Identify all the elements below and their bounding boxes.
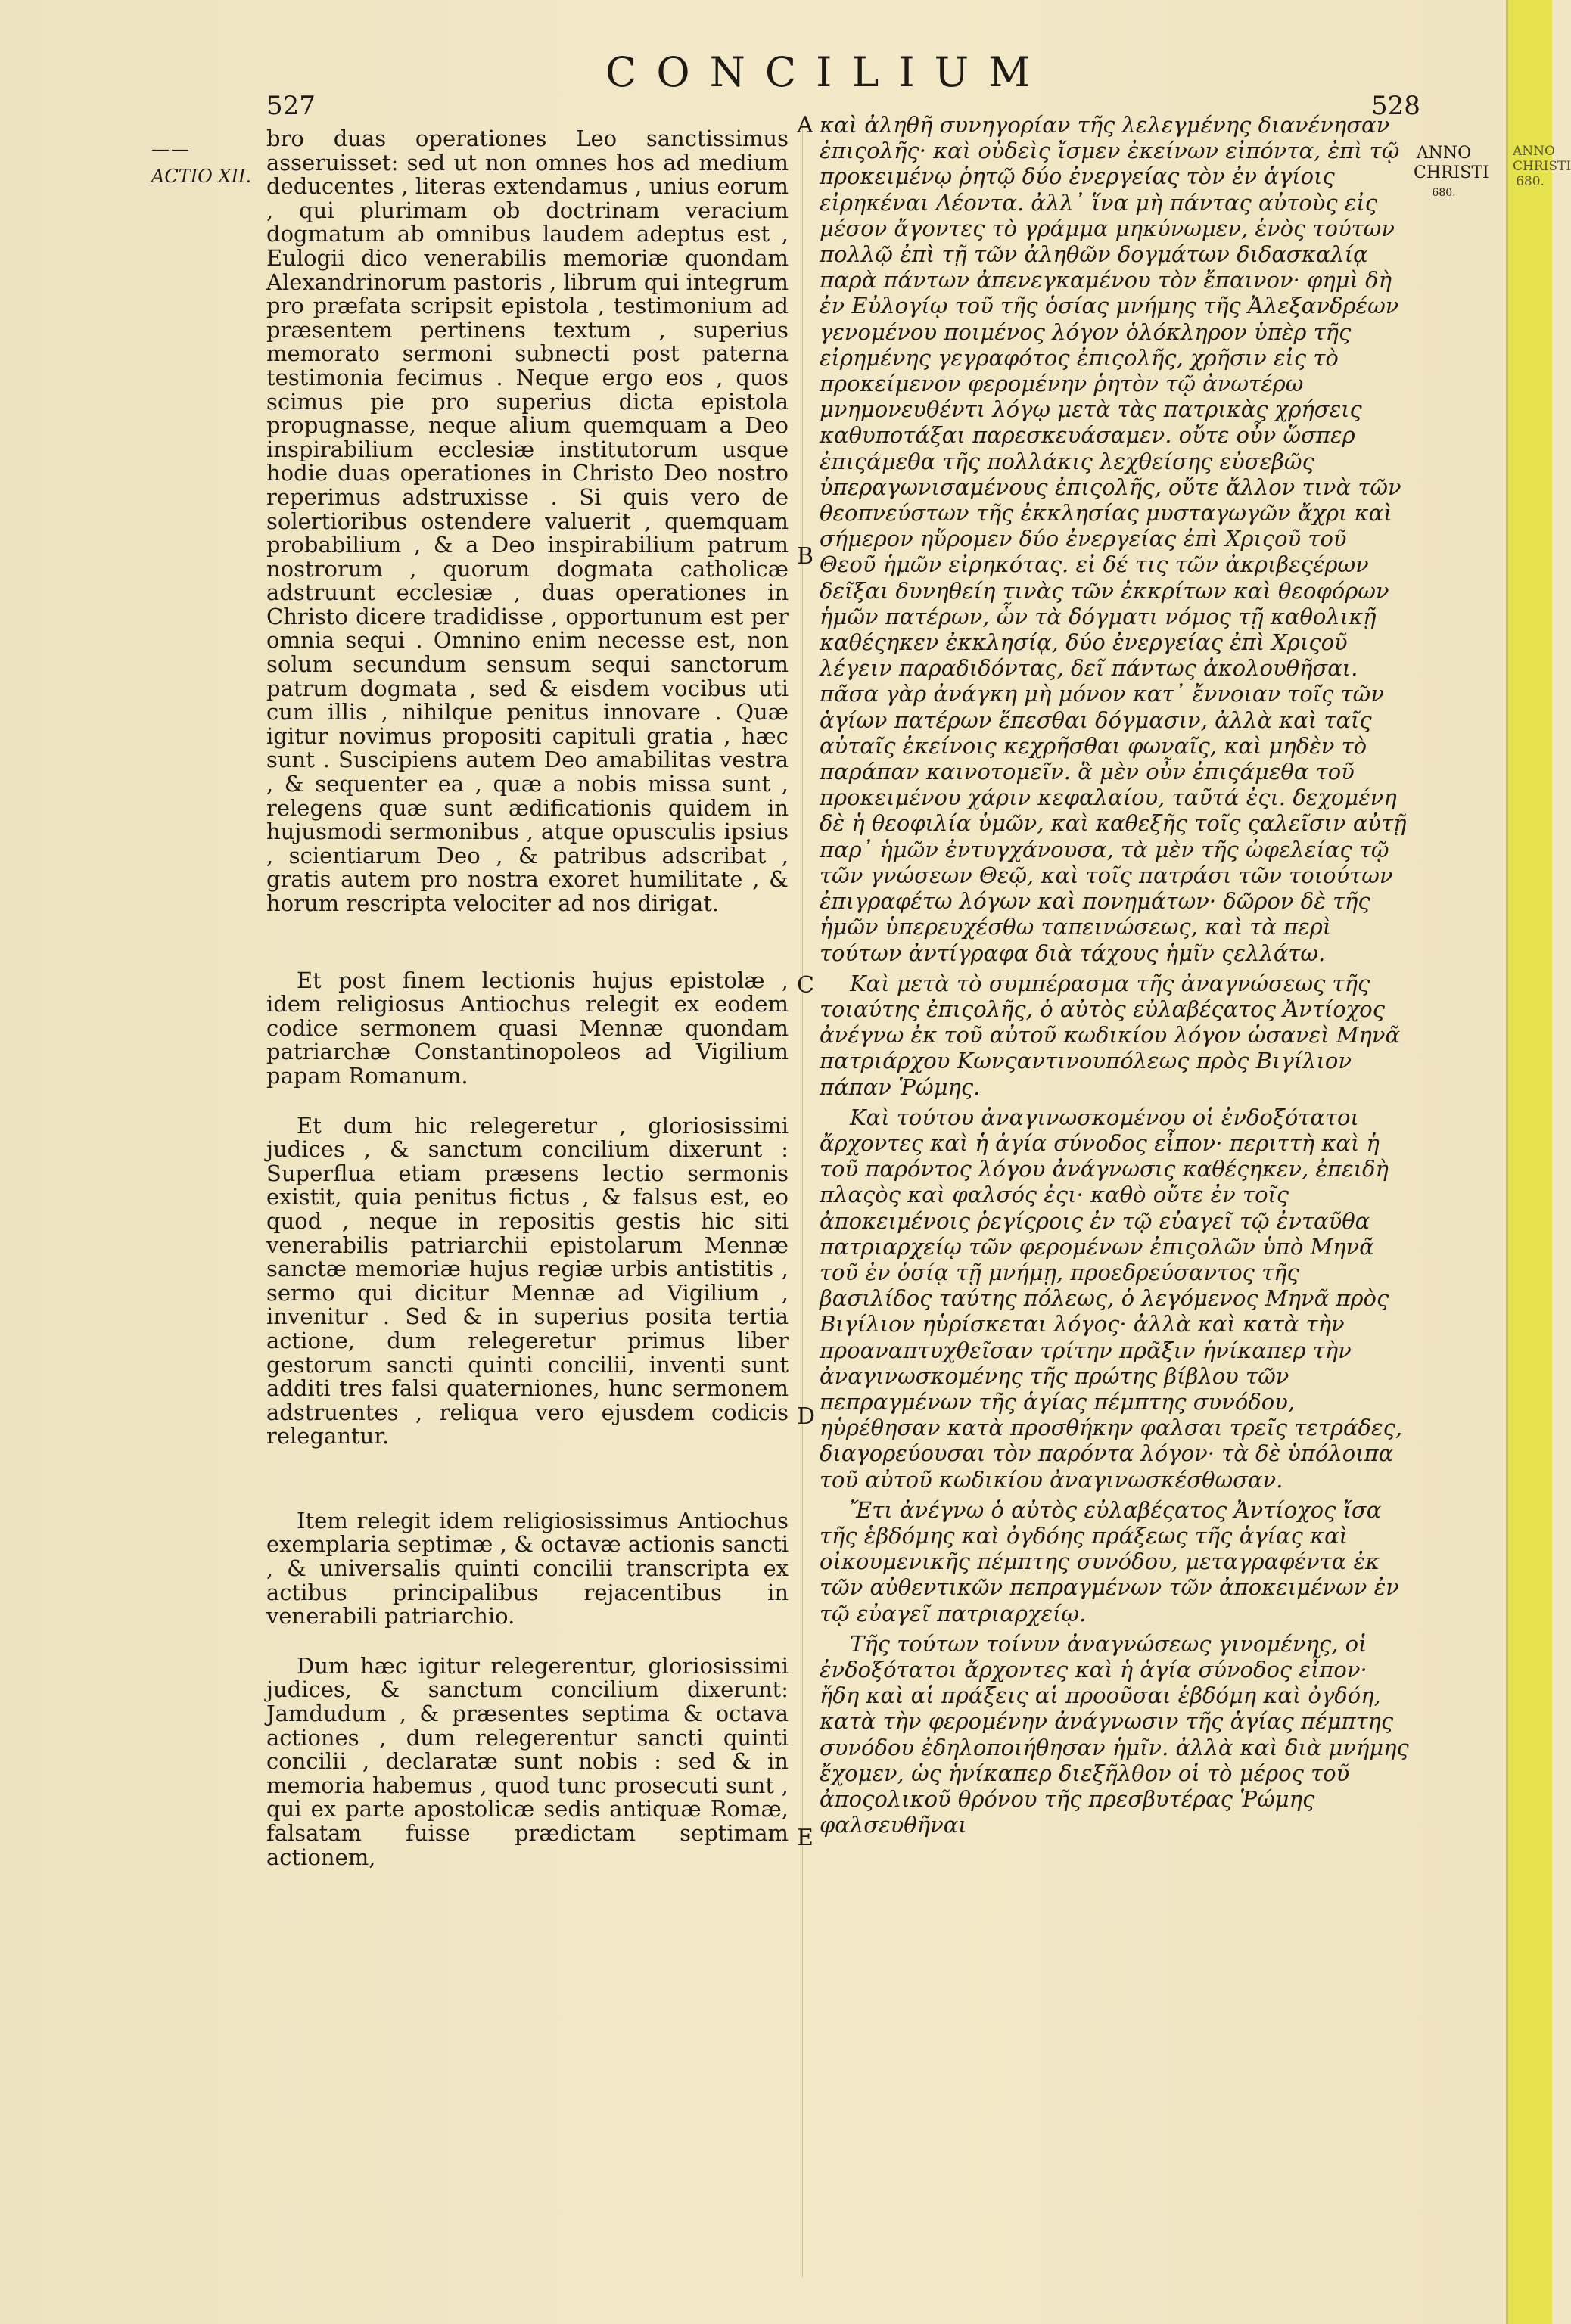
- margin-dash: ——: [151, 138, 191, 160]
- margin-anno: ANNO: [1416, 144, 1472, 163]
- latin-paragraph-4: Item relegit idem religiosissimus Antiochus exemplaria septimæ , & octavæ actionis sancti , & universalis quinti concilii transcripta ex actibus principalibus rejacentibus in venerabili patriarchio.: [266, 1507, 789, 1630]
- facing-page-edge-text: ANNO CHRISTI 680.: [1513, 144, 1571, 189]
- greek-paragraph-3: Καὶ τούτου ἀναγινωσκομένου οἱ ἐνδοξότατοι ἄρχοντες καὶ ἡ ἁγία σύνοδος εἶπον· περιττὴ καὶ ἡ τοῦ παρόντος λόγου ἀνάγνωσις καθέςηκεν, ἐπειδὴ πλαςὸς καὶ φαλσός ἐςι· καθὸ οὔτε ἐν τοῖς ἀποκειμένοις ῥεγίςροις ἐν τῷ εὐαγεῖ τῷ ἐνταῦθα πατριαρχείῳ τῶν φερομένων ἐπιςολῶν ὑπὸ Μηνᾶ τοῦ ἐν ὁσίᾳ τῇ μνήμῃ, προεδρεύσαντος τῆς βασιλίδος ταύτης πόλεως, ὁ λεγόμενος Μηνᾶ πρὸς Βιγίλιον ηὑρίσκεται λόγος· ἀλλὰ καὶ κατὰ τὴν προαναπτυχθεῖσαν τρίτην πρᾶξιν ἡνίκαπερ τὴν ἀναγινωσκομένης τῆς πρώτης βίβλου τῶν πεπραγμένων τῆς ἁγίας πέμπτης συνόδου, ηὑρέθησαν κατὰ προσθήκην φαλσαι τρεῖς τετράδες, διαγορεύουσαι τὸν παρόντα λόγον· τὰ δὲ ὑπόλοιπα τοῦ αὐτοῦ κωδικίου ἀναγινωσκέσθωσαν.: [820, 1104, 1403, 1493]
- section-marker-b: B: [797, 543, 814, 570]
- margin-year: 680.: [1432, 187, 1456, 199]
- greek-paragraph-4: Ἔτι ἀνέγνω ὁ αὐτὸς εὐλαβέςατος Ἀντίοχος ἴσα τῆς ἑβδόμης καὶ ὀγδόης πράξεως τῆς ἁγίας καὶ οἰκουμενικῆς πέμπτης συνόδου, μεταγραφέντα ἐκ τῶν αὐθεντικῶν πεπραγμένων τῶν ἀποκειμένων ἐν τῷ εὐαγεῖ πατριαρχείῳ.: [820, 1496, 1399, 1626]
- latin-column: [266, 127, 789, 1869]
- greek-paragraph-2: Καὶ μετὰ τὸ συμπέρασμα τῆς ἀναγνώσεως τῆς τοιαύτης ἐπιςολῆς, ὁ αὐτὸς εὐλαβέςατος Ἀντίοχος ἀνέγνω ἐκ τοῦ αὐτοῦ κωδικίου λόγον ὡσανεὶ Μηνᾶ πατριάρχου Κωνςαντινουπόλεως πρὸς Βιγίλιον πάπαν Ῥώμης.: [820, 970, 1401, 1100]
- margin-note-right: [1414, 144, 1489, 203]
- section-marker-c: C: [797, 972, 814, 999]
- page-number-left: 527: [266, 91, 316, 121]
- margin-christi: CHRISTI: [1414, 163, 1489, 182]
- margin-note-left: [151, 138, 251, 187]
- section-marker-e: E: [797, 1825, 813, 1851]
- section-marker-a: A: [797, 112, 813, 138]
- greek-paragraph-5: Τῆς τούτων τοίνυν ἀναγνώσεως γινομένης, οἱ ἐνδοξότατοι ἄρχοντες καὶ ἡ ἁγία σύνοδος εἶπον· ἤδη καὶ αἱ πράξεις αἱ προοῦσαι ἑβδόμη καὶ ὀγδόη, κατὰ τὴν φερομένην ἀνάγνωσιν τῆς ἁγίας πέμπτης συνόδου ἐδηλοποιήθησαν ἡμῖν. ἀλλὰ καὶ διὰ μνήμης ἔχομεν, ὡς ἡνίκαπερ διεξῆλθον οἱ τὸ μέρος τοῦ ἀποςολικοῦ θρόνου τῆς πρεσβυτέρας Ῥώμης φαλσευθῆναι: [820, 1630, 1409, 1838]
- margin-act-label: ACTIO XII.: [151, 166, 252, 187]
- latin-paragraph-5: Dum hæc igitur relegerentur, gloriosissimi judices, & sanctum concilium dixerunt: Jamdudum , & præsentes septima & octava actiones , dum relegerentur sancti quinti concilii , declaratæ sunt nobis : sed & in memoria habemus , quod tunc prosecuti sunt , qui ex parte apostolicæ sedis antiquæ Romæ, falsatam fuisse prædictam septimam actionem,: [266, 1652, 789, 1870]
- column-divider: [802, 121, 803, 2277]
- latin-paragraph-3: Et dum hic relegeretur , gloriosissimi judices , & sanctum concilium dixerunt : Superflua etiam præsens lectio sermonis existit, quia penitus fictus , & falsus est, eo quod , neque in repositis gestis hic siti venerabilis patriarchii epistolarum Mennæ sanctæ memoriæ hujus regiæ urbis antistitis , sermo qui dicitur Mennæ ad Vigilium , invenitur . Sed & in superius posita tertia actione, dum relegeretur primus liber gestorum sancti quinti concilii, inventi sunt additi tres falsi quaterniones, hunc sermonem adstruentes , reliqua vero ejusdem codicis relegantur.: [266, 1112, 789, 1449]
- page-number-right: 528: [1371, 91, 1420, 121]
- latin-paragraph-1: bro duas operationes Leo sanctissimus asseruisset: sed ut non omnes hos ad medium deducentes , literas extendamus , unius eorum , qui plurimam ob doctrinam veracium dogmatum ab omnibus laudem adeptus est , Eulogii dico venerabilis memoriæ quondam Alexandrinorum pastoris , librum qui integrum pro præfata scripsit epistola , testimonium ad præsentem pertinens textum , superius memorato sermoni subnecti post paterna testimonia fecimus . Neque ergo eos , quos scimus pie pro superius dicta epistola propugnasse, neque alium quemquam a Deo inspirabilium ecclesiæ institutorum usque hodie duas operationes in Christo Deo nostro reperimus adstruxisse . Si quis vero de solertioribus ostendere valuerit , quemquam probabilium , & a Deo inspirabilium patrum nostrorum , quorum dogmata catholicæ adstruunt ecclesiæ , duas operationes in Christo dicere tradidisse , opportunum est per omnia sequi . Omnino enim necesse est, non solum secundum sensum sequi sanctorum patrum dogmata , sed & eisdem vocibus uti cum illis , nihilque penitus innovare . Quæ igitur novimus propositi capituli gratia , hæc sunt . Suscipiens autem Deo amabilitas vestra , & sequenter ea , quæ a nobis missa sunt , relegens quæ sunt ædificationis quidem in hujusmodi sermonibus , atque opusculis ipsius , scientiarum Deo , & patribus adscribat , gratis autem pro nostra exoret humilitate , & horum rescripta velociter ad nos dirigat.: [266, 126, 789, 916]
- latin-paragraph-2: Et post finem lectionis hujus epistolæ , idem religiosus Antiochus relegit ex eodem codice sermonem quasi Mennæ quondam patriarchæ Constantinopoleos ad Vigilium papam Romanum.: [266, 967, 789, 1089]
- facing-page-edge: [1506, 0, 1571, 2324]
- section-marker-d: D: [797, 1403, 816, 1430]
- greek-column: [820, 112, 1410, 1838]
- page-title: CONCILIUM: [605, 48, 1050, 96]
- greek-paragraph-1: καὶ ἀληθῆ συνηγορίαν τῆς λελεγμένης διανένησαν ἐπιςολῆς· καὶ οὐδεὶς ἴσμεν ἐκείνων εἰπόντα, ἐπὶ τῷ προκειμένῳ ῥητῷ δύο ἐνεργείας τὸν ἐν ἁγίοις εἰρηκέναι Λέοντα. ἀλλ᾽ ἵνα μὴ πάντας αὐτοὺς εἰς μέσον ἄγοντες τὸ γράμμα μηκύνωμεν, ἑνὸς τούτων πολλῷ ἐπὶ τῇ τῶν ἀληθῶν δογμάτων διδασκαλίᾳ παρὰ πάντων ἀπενεγκαμένου τὸν ἔπαινον· φημὶ δὴ ἐν Εὐλογίῳ τοῦ τῆς ὁσίας μνήμης τῆς Ἀλεξανδρέων γενομένου ποιμένος λόγον ὁλόκληρον ὑπὲρ τῆς εἰρημένης γεγραφότος ἐπιςολῆς, χρῆσιν εἰς τὸ προκείμενον φερομένην ῥητὸν τῷ ἀνωτέρω μνημονευθέντι λόγῳ μετὰ τὰς πατρικὰς χρήσεις καθυποτάξαι παρεσκευάσαμεν. οὔτε οὖν ὥσπερ ἐπιςάμεθα τῆς πολλάκις λεχθείσης εὐσεβῶς ὑπεραγωνισαμένους ἐπιςολῆς, οὔτε ἄλλον τινὰ τῶν θεοπνεύστων τῆς ἐκκλησίας μυσταγωγῶν ἄχρι καὶ σήμερον ηὕρομεν δύο ἐνεργείας ἐπὶ Χριςοῦ τοῦ Θεοῦ ἡμῶν εἰρηκότας. εἰ δέ τις τῶν ἀκριβεςέρων δεῖξαι δυνηθείη τινὰς τῶν ἐκκρίτων καὶ θεοφόρων ἡμῶν πατέρων, ὧν τὰ δόγματι νόμος τῇ καθολικῇ καθέςηκεν ἐκκλησίᾳ, δύο ἐνεργείας ἐπὶ Χριςοῦ λέγειν παραδιδόντας, δεῖ πάντως ἀκολουθῆσαι. πᾶσα γὰρ ἀνάγκη μὴ μόνον κατ᾽ ἔννοιαν τοῖς τῶν ἁγίων πατέρων ἕπεσθαι δόγμασιν, ἀλλὰ καὶ ταῖς αὐταῖς ἐκείνοις κεχρῆσθαι φωναῖς, καὶ μηδὲν τὸ παράπαν καινοτομεῖν. ἃ μὲν οὖν ἐπιςάμεθα τοῦ προκειμένου χάριν κεφαλαίου, ταῦτά ἐςι. δεχομένη δὲ ἡ θεοφιλία ὑμῶν, καὶ καθεξῆς τοῖς ςαλεῖσιν αὐτῇ παρ᾽ ἡμῶν ἐντυγχάνουσα, τὰ μὲν τῆς ὠφελείας τῷ τῶν γνώσεων Θεῷ, καὶ τοῖς πατράσι τῶν τοιούτων ἐπιγραφέτω λόγων καὶ πονημάτων· δῶρον δὲ τῆς ἡμῶν ὑπερευχέσθω ταπεινώσεως, καὶ τὰ περὶ τούτων ἀντίγραφα διὰ τάχους ἡμῖν ςελλάτω.: [820, 112, 1407, 966]
